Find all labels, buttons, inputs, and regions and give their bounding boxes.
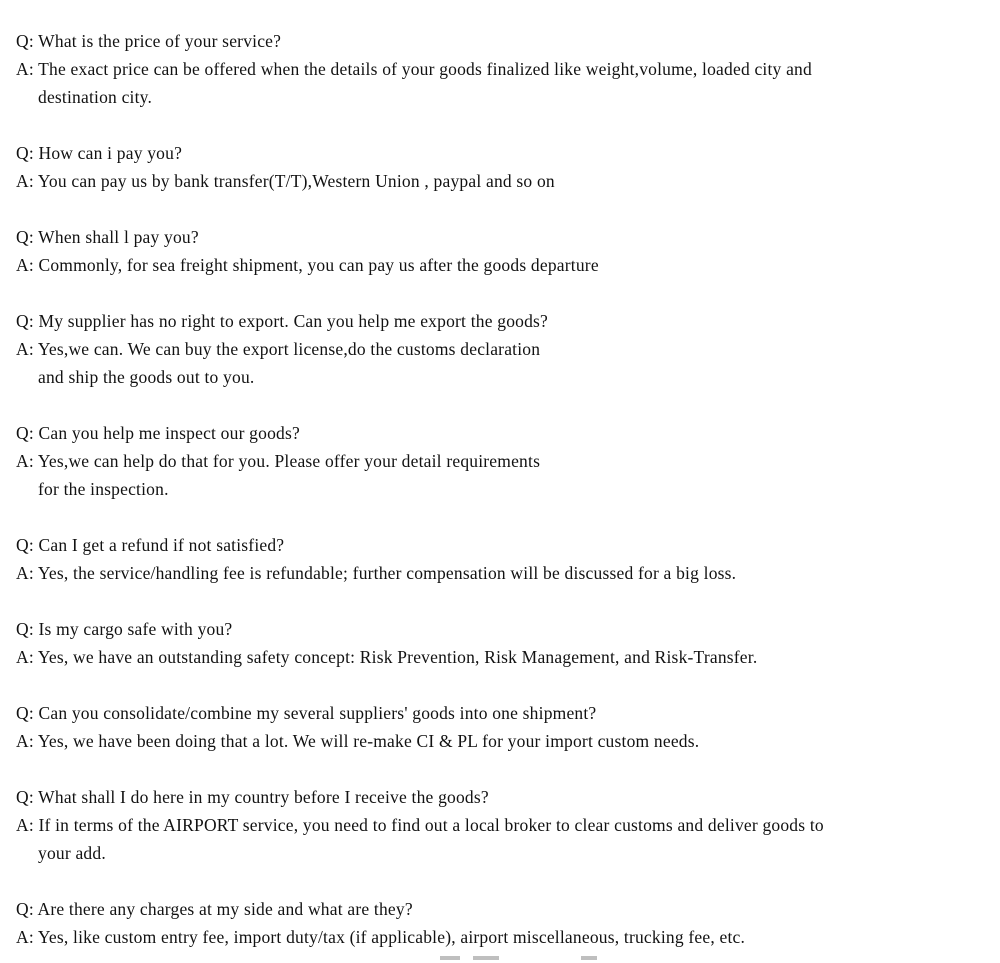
faq-item [16,307,984,391]
cutoff-mark [581,956,597,960]
faq-item [16,223,984,279]
question-line: Q: My supplier has no right to export. Can you help me export the goods? [16,311,549,331]
answer-line-continuation: and ship the goods out to you. [38,367,255,387]
question-line: Q: Are there any charges at my side and what are they? [16,899,413,919]
answer-line: A: You can pay us by bank transfer(T/T),Western Union , paypal and so on [16,171,555,191]
answer-line: A: Commonly, for sea freight shipment, you can pay us after the goods departure [16,255,599,275]
faq-item [16,419,984,503]
answer-line-continuation: destination city. [38,87,153,107]
faq-item [16,27,984,111]
answer-line: A: Yes, we have been doing that a lot. We will re-make CI & PL for your import custom needs. [16,731,700,751]
faq-item [16,699,984,755]
cutoff-mark [473,956,499,960]
answer-line: A: Yes, we have an outstanding safety concept: Risk Prevention, Risk Management, and Risk-Transfer. [16,647,758,667]
question-line: Q: What is the price of your service? [16,31,282,51]
question-line: Q: Can you help me inspect our goods? [16,423,300,443]
question-line: Q: Can you consolidate/combine my several suppliers' goods into one shipment? [16,703,597,723]
answer-line: A: If in terms of the AIRPORT service, you need to find out a local broker to clear customs and deliver goods to [16,815,824,835]
faq-item [16,531,984,587]
answer-line: A: Yes, like custom entry fee, import duty/tax (if applicable), airport miscellaneous, trucking fee, etc. [16,927,746,947]
answer-line: A: The exact price can be offered when the details of your goods finalized like weight,volume, loaded city and [16,59,812,79]
answer-line: A: Yes,we can. We can buy the export license,do the customs declaration [16,339,541,359]
faq-item [16,615,984,671]
question-line: Q: What shall I do here in my country before I receive the goods? [16,787,489,807]
question-line: Q: Can I get a refund if not satisfied? [16,535,285,555]
faq-item [16,139,984,195]
answer-line: A: Yes,we can help do that for you. Please offer your detail requirements [16,451,541,471]
faq-item [16,895,984,951]
question-line: Q: Is my cargo safe with you? [16,619,233,639]
cutoff-text-artifact [0,956,1000,961]
question-line: Q: How can i pay you? [16,143,183,163]
cutoff-mark [440,956,460,960]
answer-line-continuation: for the inspection. [38,479,169,499]
answer-line: A: Yes, the service/handling fee is refundable; further compensation will be discussed for a big loss. [16,563,737,583]
answer-line-continuation: your add. [38,843,106,863]
question-line: Q: When shall l pay you? [16,227,199,247]
faq-item [16,783,984,867]
